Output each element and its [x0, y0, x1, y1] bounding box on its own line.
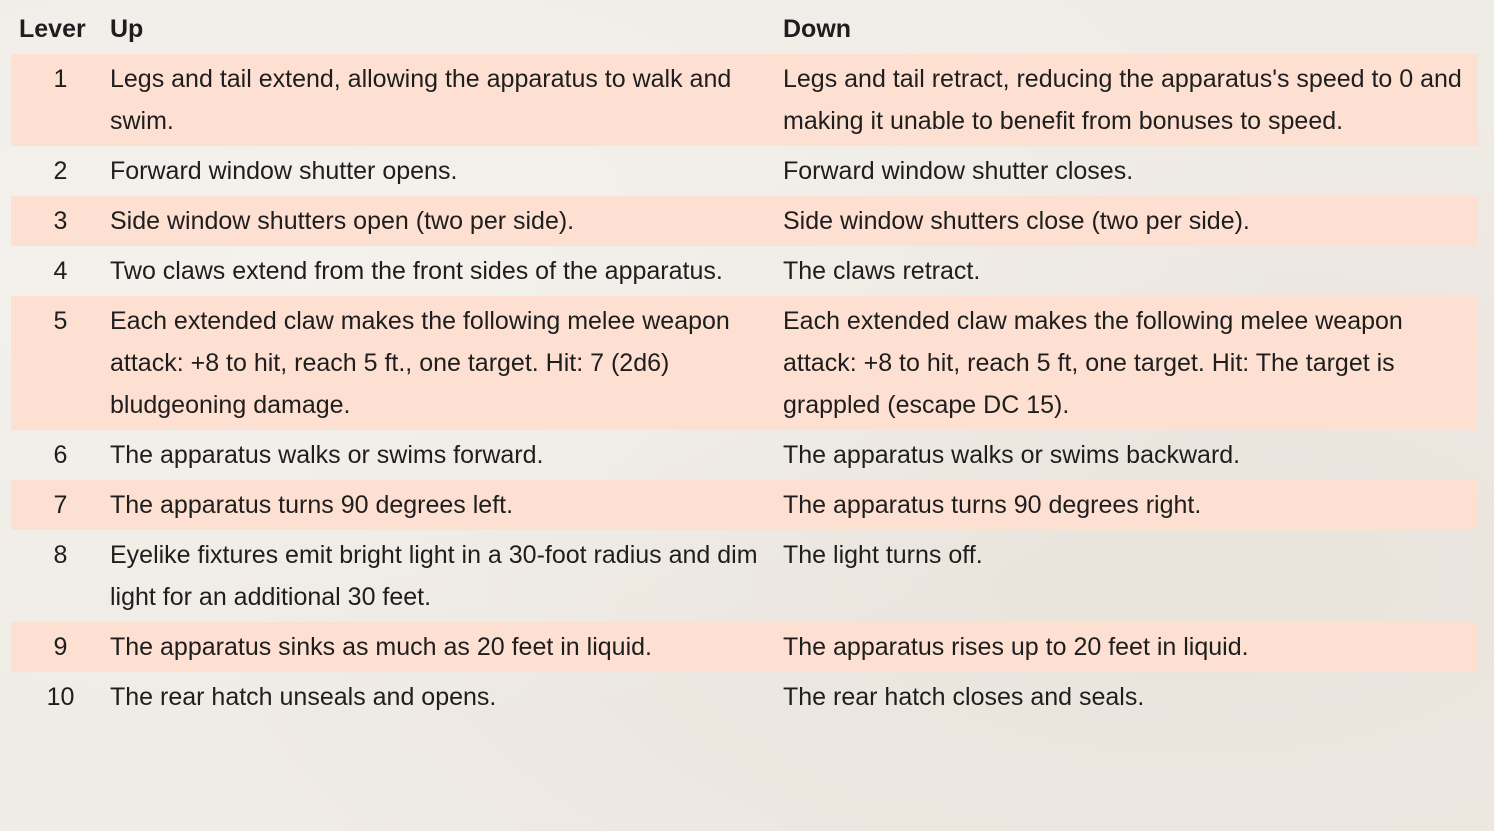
down-effect: Side window shutters close (two per side).	[783, 207, 1250, 235]
table-row	[11, 196, 1478, 246]
up-effect: The apparatus turns 90 degrees left.	[110, 491, 514, 519]
down-effect: The rear hatch closes and seals.	[783, 683, 1145, 711]
header-lever: Lever	[19, 15, 86, 43]
down-effect: The apparatus rises up to 20 feet in liquid.	[783, 633, 1249, 661]
up-effect: Side window shutters open (two per side).	[110, 207, 575, 235]
lever-number: 7	[53, 491, 68, 519]
table-header	[11, 8, 1478, 54]
table-row	[11, 480, 1478, 530]
lever-number: 10	[46, 683, 75, 711]
up-effect: Two claws extend from the front sides of the apparatus.	[110, 257, 723, 285]
down-effect: Each extended claw makes the following melee weapon attack: +8 to hit, reach 5 ft, one target. Hit: The target is grappled (escape DC 15).	[783, 307, 1403, 419]
up-effect: Eyelike fixtures emit bright light in a 30-foot radius and dim light for an additional 30 feet.	[110, 541, 758, 611]
down-effect: The apparatus turns 90 degrees right.	[783, 491, 1202, 519]
down-effect: The claws retract.	[783, 257, 981, 285]
down-effect: The apparatus walks or swims backward.	[783, 441, 1241, 469]
lever-number: 4	[53, 257, 68, 285]
down-effect: Legs and tail retract, reducing the apparatus's speed to 0 and making it unable to benefit from bonuses to speed.	[783, 65, 1462, 135]
down-effect: Forward window shutter closes.	[783, 157, 1134, 185]
lever-number: 6	[53, 441, 68, 469]
up-effect: The rear hatch unseals and opens.	[110, 683, 497, 711]
table-row	[11, 54, 1478, 146]
lever-number: 1	[53, 65, 68, 93]
table-row	[11, 146, 1478, 196]
header-down: Down	[783, 15, 852, 43]
lever-table	[11, 8, 1478, 722]
up-effect: The apparatus walks or swims forward.	[110, 441, 544, 469]
up-effect: The apparatus sinks as much as 20 feet in liquid.	[110, 633, 652, 661]
down-effect: The light turns off.	[783, 541, 983, 569]
lever-number: 2	[53, 157, 68, 185]
lever-number: 8	[53, 541, 68, 569]
table-row	[11, 296, 1478, 430]
table-row	[11, 622, 1478, 672]
header-up: Up	[110, 15, 144, 43]
table-row	[11, 246, 1478, 296]
lever-number: 3	[53, 207, 68, 235]
up-effect: Each extended claw makes the following melee weapon attack: +8 to hit, reach 5 ft., one target. Hit: 7 (2d6) bludgeoning damage.	[110, 307, 730, 419]
table-row	[11, 430, 1478, 480]
lever-number: 9	[53, 633, 68, 661]
up-effect: Forward window shutter opens.	[110, 157, 458, 185]
up-effect: Legs and tail extend, allowing the apparatus to walk and swim.	[110, 65, 732, 135]
table-row	[11, 672, 1478, 722]
lever-number: 5	[53, 307, 68, 335]
table-row	[11, 530, 1478, 622]
